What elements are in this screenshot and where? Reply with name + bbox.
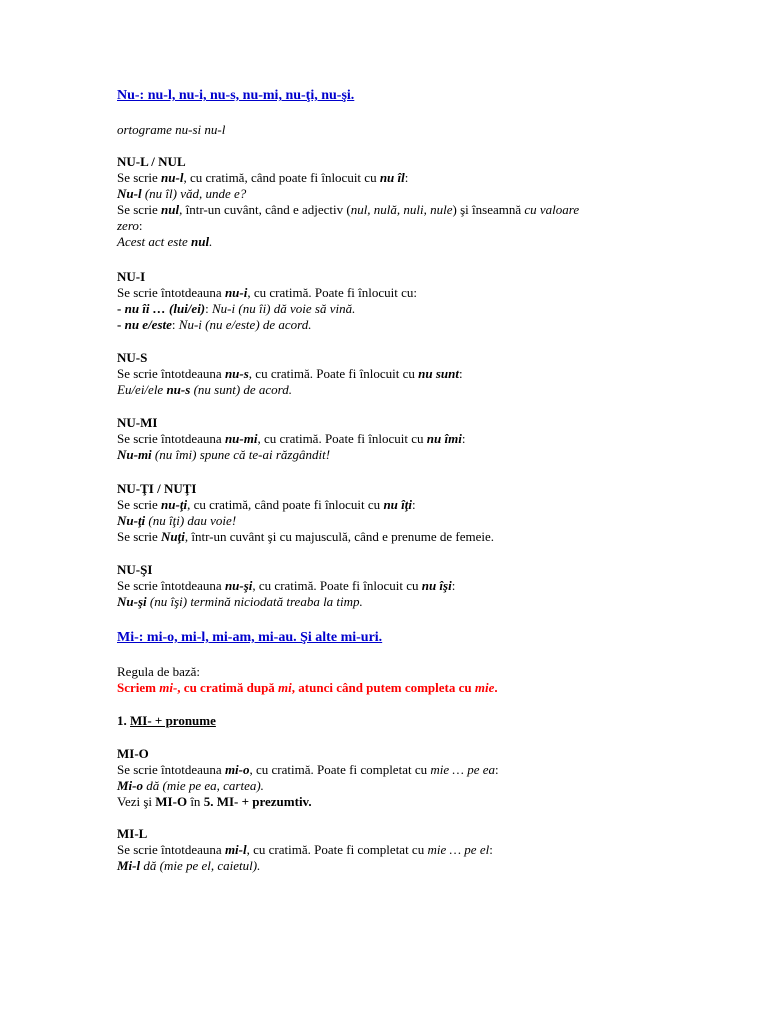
term: Nu-l xyxy=(117,186,142,201)
rule-term: mie xyxy=(474,680,495,695)
section-title-link[interactable] xyxy=(117,629,677,646)
term: nul xyxy=(191,234,210,249)
text: Se scrie întotdeauna xyxy=(117,285,225,300)
heading-nusi xyxy=(117,562,677,578)
bullet: - xyxy=(117,317,125,332)
subtitle xyxy=(117,122,677,138)
text: în xyxy=(187,794,204,809)
example-text: dă (mie pe el, caietul). xyxy=(140,858,261,873)
bullet: - xyxy=(117,301,125,316)
term: nu e/este xyxy=(124,317,172,332)
term: Nu-mi xyxy=(117,447,152,462)
heading-text: NU-L / NUL xyxy=(117,154,186,169)
term: nu-şi xyxy=(224,578,253,593)
example-text: Eu/ei/ele xyxy=(117,382,167,397)
text: Se scrie întotdeauna xyxy=(117,578,225,593)
rule-red xyxy=(117,680,677,696)
rule-text: . xyxy=(494,680,498,695)
text: : xyxy=(171,317,179,332)
term: nu-s xyxy=(224,366,249,381)
heading-nus xyxy=(117,350,677,366)
heading-text: MI-L xyxy=(117,826,148,841)
term: nu-s xyxy=(166,382,191,397)
text: : xyxy=(489,842,493,857)
rule-line xyxy=(117,842,677,858)
text: Se scrie întotdeauna xyxy=(117,431,225,446)
example-line xyxy=(117,382,677,398)
rule-line xyxy=(117,366,677,382)
sub-title: MI- + pronume xyxy=(130,713,216,728)
term: Mi-o xyxy=(117,778,143,793)
meaning: cu valoare xyxy=(524,202,580,217)
text: : xyxy=(494,762,499,777)
heading-mil xyxy=(117,826,677,842)
heading-numi xyxy=(117,415,677,431)
term: nu sunt xyxy=(418,366,459,381)
rule-line-cont xyxy=(117,218,677,234)
text: : xyxy=(461,431,466,446)
text: , cu cratimă. Poate fi completat cu xyxy=(246,842,428,857)
forms: nul, nulă, nuli, nule xyxy=(350,202,453,217)
rule-text: Scriem xyxy=(117,680,160,695)
subsection-title xyxy=(117,713,677,729)
term: nu-l xyxy=(161,170,184,185)
example-line xyxy=(117,186,677,202)
rule-line xyxy=(117,497,677,513)
term: nu-ţi xyxy=(161,497,188,512)
term: nu îi … (lui/ei) xyxy=(124,301,206,316)
text: Se scrie întotdeauna xyxy=(117,762,225,777)
rule-line xyxy=(117,170,677,186)
rule-text: , atunci când putem completa cu xyxy=(291,680,475,695)
example-text: . xyxy=(209,234,213,249)
text: : xyxy=(205,301,213,316)
see-also-line xyxy=(117,794,677,810)
rule-term: mi xyxy=(278,680,292,695)
heading-nui xyxy=(117,269,677,285)
text: Se scrie întotdeauna xyxy=(117,366,225,381)
example-text: Nu-i (nu e/este) de acord. xyxy=(178,317,312,332)
rule-term: mi- xyxy=(159,680,178,695)
term: MI-O xyxy=(155,794,188,809)
term: nu-i xyxy=(224,285,248,300)
text: ) şi înseamnă xyxy=(452,202,525,217)
ref: 5. MI- + prezumtiv. xyxy=(203,794,312,809)
nu-title-link[interactable]: Nu-: nu-l, nu-i, nu-s, nu-mi, nu-ţi, nu-şi. xyxy=(117,88,355,103)
term: Mi-l xyxy=(117,858,141,873)
term: mi-o xyxy=(224,762,250,777)
completion: mie … pe ea xyxy=(430,762,495,777)
text: , cu cratimă, când poate fi înlocuit cu xyxy=(187,497,384,512)
term: nu îmi xyxy=(426,431,462,446)
rule-line xyxy=(117,529,677,545)
completion: mie … pe el xyxy=(427,842,490,857)
text: , cu cratimă. Poate fi înlocuit cu: xyxy=(247,285,418,300)
heading-nuti xyxy=(117,481,677,497)
text: : xyxy=(451,578,456,593)
text: Vezi şi xyxy=(117,794,156,809)
term: Nu-ţi xyxy=(117,513,146,528)
rule-line xyxy=(117,285,677,301)
heading-text: NU-ŢI / NUŢI xyxy=(117,481,197,496)
example-text: (nu sunt) de acord. xyxy=(190,382,293,397)
example-text: Nu-i (nu îi) dă voie să vină. xyxy=(212,301,356,316)
text: Se scrie xyxy=(117,529,162,544)
example-line xyxy=(117,778,677,794)
rule-label xyxy=(117,664,677,680)
example-text: dă (mie pe ea, cartea). xyxy=(143,778,264,793)
text: Se scrie xyxy=(117,170,162,185)
heading-text: NU-ŞI xyxy=(117,562,153,577)
sub-num: 1. xyxy=(117,713,130,728)
bullet-line xyxy=(117,317,677,333)
text: , într-un cuvânt, când e adjectiv ( xyxy=(179,202,351,217)
text: Regula de bază: xyxy=(117,664,201,679)
rule-line xyxy=(117,431,677,447)
text: , cu cratimă. Poate fi completat cu xyxy=(249,762,431,777)
rule-line xyxy=(117,762,677,778)
term: Nu-şi xyxy=(117,594,147,609)
text: : xyxy=(411,497,416,512)
example-text: (nu îţi) dau voie! xyxy=(145,513,237,528)
text: Se scrie întotdeauna xyxy=(117,842,225,857)
term: Nuţi xyxy=(161,529,185,544)
text: : xyxy=(458,366,463,381)
heading-mio xyxy=(117,746,677,762)
rule-line xyxy=(117,578,677,594)
rule-line xyxy=(117,202,677,218)
text: : xyxy=(404,170,409,185)
example-line xyxy=(117,513,677,529)
example-text: Acest act este xyxy=(117,234,191,249)
heading-text: NU-I xyxy=(117,269,146,284)
rule-text: , cu cratimă după xyxy=(177,680,279,695)
example-text: (nu îşi) termină niciodată treaba la timp. xyxy=(146,594,363,609)
text: , cu cratimă. Poate fi înlocuit cu xyxy=(252,578,422,593)
example-line xyxy=(117,447,677,463)
term: nu îţi xyxy=(383,497,412,512)
text: , cu cratimă. Poate fi înlocuit cu xyxy=(248,366,419,381)
term: nu-mi xyxy=(224,431,258,446)
text: , într-un cuvânt şi cu majusculă, când e prenume de femeie. xyxy=(184,529,494,544)
mi-title-link[interactable]: Mi-: mi-o, mi-l, mi-am, mi-au. Şi alte mi-uri. xyxy=(117,630,383,645)
section-title-link[interactable] xyxy=(117,87,677,104)
term: nu îl xyxy=(379,170,405,185)
term: nul xyxy=(161,202,180,217)
term: mi-l xyxy=(224,842,247,857)
term: nu îşi xyxy=(421,578,452,593)
subtitle-text: ortograme nu-si nu-l xyxy=(117,122,226,137)
example-line xyxy=(117,594,677,610)
text: : xyxy=(138,218,143,233)
text: Se scrie xyxy=(117,202,162,217)
text: Se scrie xyxy=(117,497,162,512)
example-line xyxy=(117,858,677,874)
example-text: (nu îmi) spune că te-ai răzgândit! xyxy=(151,447,331,462)
example-line xyxy=(117,234,677,250)
bullet-line xyxy=(117,301,677,317)
meaning: zero xyxy=(117,218,139,233)
example-text: (nu îl) văd, unde e? xyxy=(141,186,247,201)
text: , cu cratimă. Poate fi înlocuit cu xyxy=(257,431,427,446)
heading-text: NU-MI xyxy=(117,415,158,430)
text: , cu cratimă, când poate fi înlocuit cu xyxy=(183,170,380,185)
heading-text: MI-O xyxy=(117,746,149,761)
heading-nul xyxy=(117,154,677,170)
heading-text: NU-S xyxy=(117,350,148,365)
